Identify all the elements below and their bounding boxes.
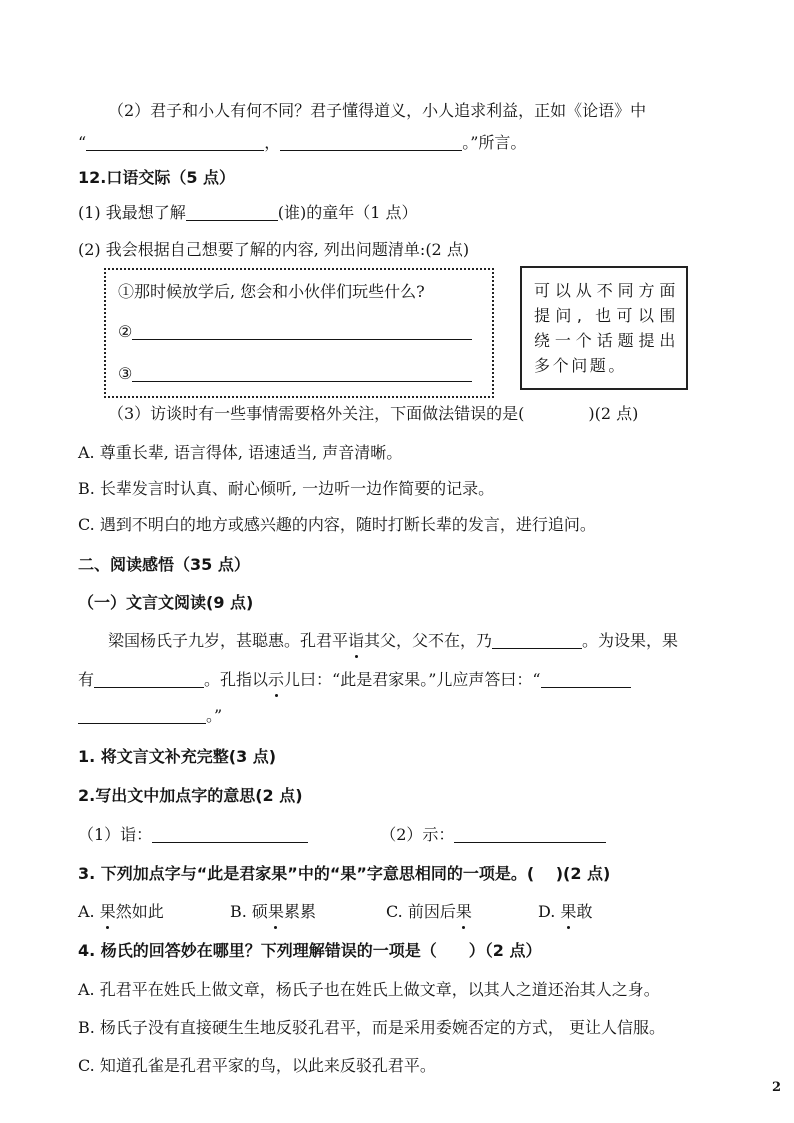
quote-end: 。”所言。 — [462, 133, 527, 152]
q12-part3: （3）访谈时有一些事情需要格外关注，下面做法错误的是( )(2 点) — [108, 404, 639, 423]
q4-option-c: C. 知道孔雀是孔君平家的鸟，以此来反驳孔君平。 — [78, 1056, 436, 1075]
item-3-marker: ③ — [118, 364, 133, 383]
q12-option-b: B. 长辈发言时认真、耐心倾听, 一边听一边作简要的记录。 — [78, 479, 495, 498]
q3-option-c — [386, 900, 538, 924]
passage-text: 儿曰：“此是君家果。”儿应声答曰：“ — [284, 670, 541, 689]
passage-text: 有 — [78, 670, 95, 689]
passage-text: 。孔指以 — [204, 670, 269, 689]
q4-option-a: A. 孔君平在姓氏上做文章，杨氏子也在姓氏上做文章，以其人之道还治其人之身。 — [78, 980, 660, 999]
question-list-box — [104, 268, 494, 398]
option-text: 敢 — [576, 902, 593, 921]
dotted-char: 果 — [456, 900, 472, 924]
dotted-char: 果 — [560, 900, 576, 924]
answer-blank[interactable] — [541, 669, 631, 688]
q11-2-question: （2）君子和小人有何不同？君子懂得道义，小人追求利益，正如《论语》中 — [108, 101, 647, 120]
passage-line-3 — [78, 704, 222, 728]
item-2-marker: ② — [118, 322, 133, 341]
answer-blank[interactable] — [454, 824, 606, 843]
reading-q1: 1. 将文言文补充完整(3 点) — [78, 747, 277, 766]
q12-option-a: A. 尊重长辈, 语言得体, 语速适当, 声音清晰。 — [78, 443, 403, 462]
passage-text: 。为设果，果 — [582, 631, 679, 650]
reading-q2-answers — [78, 823, 606, 847]
q12-option-c: C. 遇到不明白的地方或感兴趣的内容，随时打断长辈的发言，进行追问。 — [78, 515, 596, 534]
dotted-char: 诣 — [348, 629, 364, 653]
q3-option-a — [78, 900, 230, 924]
passage-text: 梁国杨氏子九岁，甚聪惠。孔君平 — [108, 631, 349, 650]
open-quote: “ — [78, 133, 87, 152]
answer-blank[interactable] — [492, 630, 582, 649]
passage-line-1 — [108, 629, 678, 653]
reading-q2: 2.写出文中加点字的意思(2 点) — [78, 786, 303, 805]
reading-q3: 3. 下列加点字与“此是君家果”中的“果”字意思相同的一项是。( )(2 点) — [78, 864, 611, 883]
passage-line-2 — [78, 668, 631, 692]
section2-title: 二、阅读感悟（35 点） — [78, 555, 250, 574]
question-list-item-3 — [118, 362, 472, 386]
q2-label-1: （1）诣： — [78, 825, 153, 844]
q11-2-blanks-line — [78, 131, 526, 155]
passage-text: 其父，父不在，乃 — [364, 631, 493, 650]
q12-part2: (2) 我会根据自己想要了解的内容, 列出问题清单:(2 点) — [78, 240, 470, 259]
passage-text: 。” — [206, 706, 223, 725]
question-list-item-1: ①那时候放学后, 您会和小伙伴们玩些什么? — [118, 282, 425, 301]
option-text: 累累 — [283, 902, 316, 921]
q3-option-d — [538, 902, 592, 921]
comma: ， — [264, 133, 281, 152]
q2-label-2: （2）示： — [380, 825, 455, 844]
dotted-char: 示 — [268, 668, 284, 692]
q12-part1-suffix: (谁)的童年（1 点） — [277, 203, 418, 222]
answer-blank[interactable] — [186, 202, 278, 221]
option-text: A. — [78, 902, 100, 921]
dotted-char: 果 — [268, 900, 284, 924]
page-number: 2 — [772, 1080, 782, 1095]
answer-blank[interactable] — [86, 132, 264, 151]
answer-blank[interactable] — [280, 132, 462, 151]
reading-q4: 4. 杨氏的回答妙在哪里？下列理解错误的一项是（ ）（2 点） — [78, 941, 542, 960]
q3-option-b — [230, 900, 386, 924]
answer-blank[interactable] — [78, 705, 206, 724]
tip-box — [520, 266, 688, 390]
answer-blank[interactable] — [152, 824, 308, 843]
q12-part1 — [78, 201, 418, 225]
question-list-item-2 — [118, 320, 472, 344]
answer-blank[interactable] — [132, 321, 472, 340]
option-text: B. 硕 — [230, 902, 268, 921]
q12-title: 12.口语交际（5 点） — [78, 168, 236, 187]
reading-q3-options — [78, 900, 592, 924]
q4-option-b: B. 杨氏子没有直接硬生生地反驳孔君平，而是采用委婉否定的方式， 更让人信服。 — [78, 1018, 666, 1037]
q12-part1-text: (1) 我最想了解 — [78, 203, 186, 222]
option-text: D. — [538, 902, 561, 921]
section2-subtitle: （一）文言文阅读(9 点) — [78, 593, 254, 612]
option-text: C. 前因后 — [386, 902, 456, 921]
tip-text: 可以从不同方面提问, 也可以围绕一个话题提出多个问题。 — [534, 281, 678, 375]
dotted-char: 果 — [100, 900, 116, 924]
option-text: 然如此 — [115, 902, 164, 921]
answer-blank[interactable] — [132, 363, 472, 382]
answer-blank[interactable] — [94, 669, 204, 688]
